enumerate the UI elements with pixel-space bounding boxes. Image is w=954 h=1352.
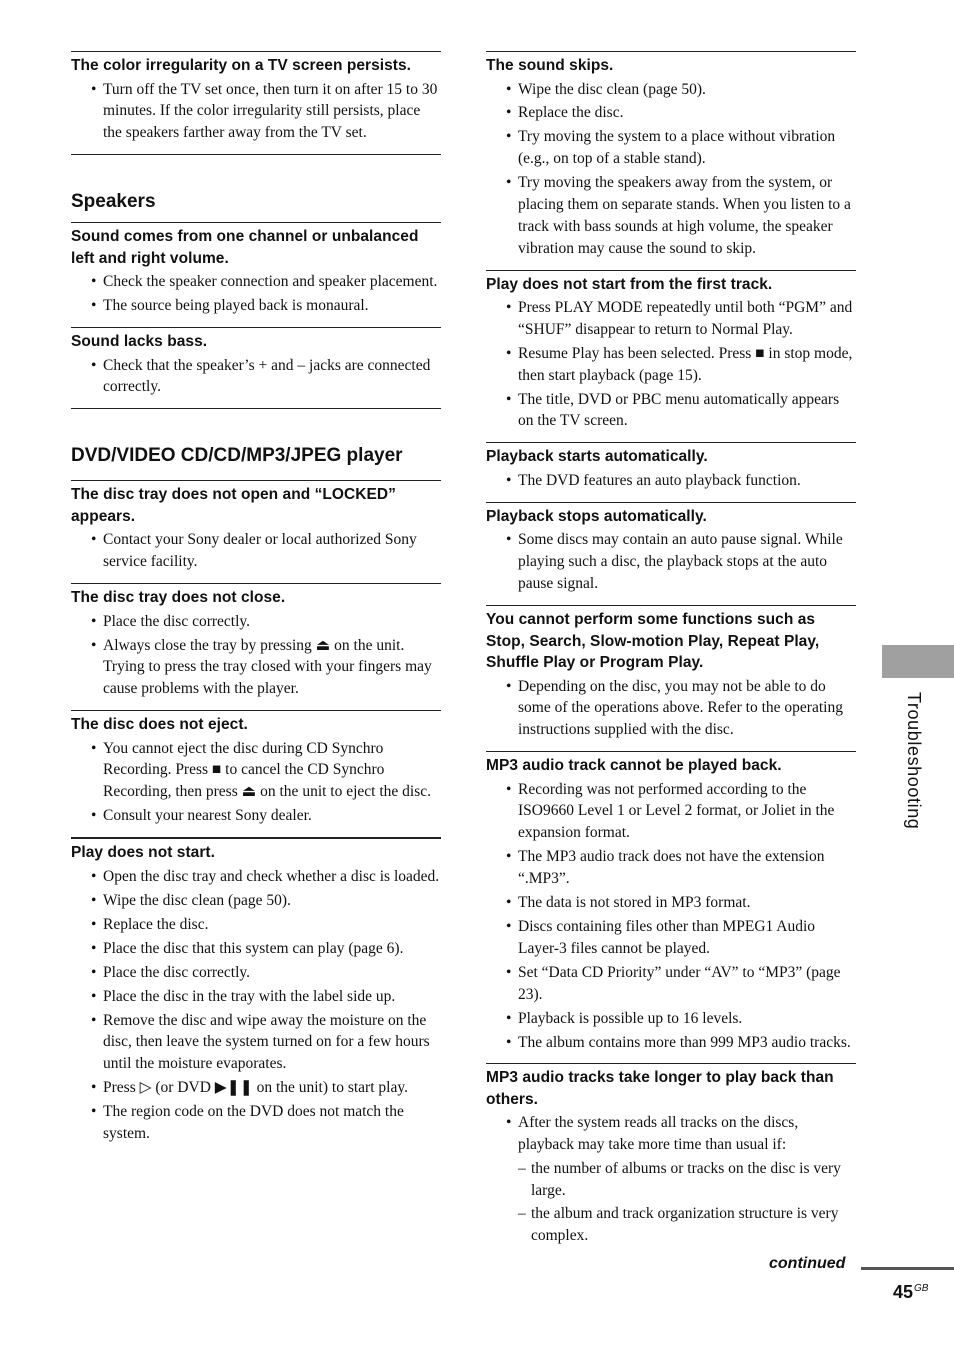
continued-label: continued bbox=[769, 1255, 846, 1272]
speakers-heading: Speakers bbox=[71, 191, 156, 213]
list-item: • Remove the disc and wipe away the moisture on the disc, then leave the system turned on for a few hours until the moisture evaporates. bbox=[71, 1010, 441, 1075]
section-title: Sound lacks bass. bbox=[71, 333, 208, 351]
list-item: • Wipe the disc clean (page 50). bbox=[71, 890, 441, 912]
list-item: • Replace the disc. bbox=[486, 102, 856, 124]
continued-rule bbox=[861, 1267, 954, 1270]
section-title: MP3 audio tracks take longer to play back than others. bbox=[486, 1069, 834, 1108]
list-item: • Place the disc that this system can play (page 6). bbox=[71, 938, 441, 960]
section-title: The disc tray does not open and “LOCKED” appears. bbox=[71, 486, 396, 525]
auto-start-section bbox=[486, 442, 856, 501]
list-item: • Press PLAY MODE repeatedly until both “PGM” and “SHUF” disappear to return to Normal Play. bbox=[486, 297, 856, 341]
list-item: • The DVD features an auto playback function. bbox=[486, 470, 856, 492]
list-item: • Replace the disc. bbox=[71, 914, 441, 936]
list-item: • Depending on the disc, you may not be able to do some of the operations above. Refer to the operating instructions supplied with the disc. bbox=[486, 676, 856, 741]
list-item: • After the system reads all tracks on the discs, playback may take more time than usual if: bbox=[486, 1112, 856, 1156]
first-track-section bbox=[486, 270, 856, 443]
list-item: • The album contains more than 999 MP3 audio tracks. bbox=[486, 1032, 856, 1054]
list-item: • Playback is possible up to 16 levels. bbox=[486, 1008, 856, 1030]
list-item: • Discs containing files other than MPEG1 Audio Layer-3 files cannot be played. bbox=[486, 916, 856, 960]
section-title: The color irregularity on a TV screen persists. bbox=[71, 57, 412, 74]
list-item: • The title, DVD or PBC menu automatically appears on the TV screen. bbox=[486, 389, 856, 433]
section-title: Playback starts automatically. bbox=[486, 448, 708, 466]
player-section-1 bbox=[71, 480, 441, 583]
player-section-4 bbox=[71, 837, 441, 1155]
section-title: Play does not start. bbox=[71, 844, 215, 862]
list-item: • Place the disc correctly. bbox=[71, 962, 441, 984]
list-item: • You cannot eject the disc during CD Synchro Recording. Press ■ to cancel the CD Synchro Recording, then press ⏏ on the unit to eject the disc. bbox=[71, 738, 441, 803]
list-item: • Open the disc tray and check whether a disc is loaded. bbox=[71, 866, 441, 888]
divider bbox=[71, 408, 441, 409]
list-item: • The source being played back is monaural. bbox=[71, 295, 441, 317]
mp3-cannot-play-section bbox=[486, 751, 856, 1063]
page-suffix: GB bbox=[914, 1283, 929, 1294]
section-title: The disc tray does not close. bbox=[71, 589, 286, 607]
sub-list-item: – the album and track organization structure is very complex. bbox=[486, 1203, 856, 1247]
list-item: • The data is not stored in MP3 format. bbox=[486, 892, 856, 914]
page-number bbox=[893, 1282, 928, 1303]
auto-stop-section bbox=[486, 502, 856, 605]
list-item: • Press ▷ (or DVD ▶❚❚ on the unit) to start play. bbox=[71, 1077, 441, 1099]
list-item: • Place the disc correctly. bbox=[71, 611, 441, 633]
list-item: • Recording was not performed according to the ISO9660 Level 1 or Level 2 format, or Joliet in the expansion format. bbox=[486, 779, 856, 844]
section-title: The disc does not eject. bbox=[71, 716, 248, 734]
list-item: • Place the disc in the tray with the label side up. bbox=[71, 986, 441, 1008]
list-item: • Check that the speaker’s + and – jacks are connected correctly. bbox=[71, 355, 441, 399]
list-item: • Try moving the speakers away from the system, or placing them on separate stands. When you listen to a track with bass sounds at high volume, the speaker vibration may cause the sound to skip. bbox=[486, 172, 856, 259]
right-column bbox=[486, 51, 856, 1256]
list-item: • Consult your nearest Sony dealer. bbox=[71, 805, 441, 827]
list-item: • Try moving the system to a place without vibration (e.g., on top of a stable stand). bbox=[486, 126, 856, 170]
section-title: You cannot perform some functions such as Stop, Search, Slow-motion Play, Repeat Play, Shuffle Play or Program Play. bbox=[486, 611, 820, 672]
mp3-slow-section bbox=[486, 1063, 856, 1256]
section-title: MP3 audio track cannot be played back. bbox=[486, 757, 782, 775]
speakers-section-1 bbox=[71, 222, 441, 327]
section-title: Play does not start from the first track. bbox=[486, 275, 773, 293]
list-item: • Contact your Sony dealer or local authorized Sony service facility. bbox=[71, 529, 441, 573]
page-number-value: 45 bbox=[893, 1282, 914, 1302]
divider bbox=[71, 154, 441, 155]
section-title: Playback stops automatically. bbox=[486, 507, 707, 525]
functions-section bbox=[486, 605, 856, 751]
list-item: • Turn off the TV set once, then turn it on after 15 to 30 minutes. If the color irregularity still persists, place the speakers farther away from the TV set. bbox=[71, 79, 441, 144]
troubleshooting-side-label: Troubleshooting bbox=[904, 692, 924, 830]
list-item: • Wipe the disc clean (page 50). bbox=[486, 79, 856, 101]
color-irregularity-section bbox=[71, 51, 441, 154]
player-section-2 bbox=[71, 583, 441, 710]
list-item: • The MP3 audio track does not have the extension “.MP3”. bbox=[486, 846, 856, 890]
sub-list-item: – the number of albums or tracks on the disc is very large. bbox=[486, 1158, 856, 1202]
player-heading: DVD/VIDEO CD/CD/MP3/JPEG player bbox=[71, 445, 403, 467]
list-item: • Set “Data CD Priority” under “AV” to “MP3” (page 23). bbox=[486, 962, 856, 1006]
list-item: • Check the speaker connection and speaker placement. bbox=[71, 271, 441, 293]
section-tab bbox=[882, 645, 954, 678]
player-section-3 bbox=[71, 710, 441, 837]
section-title: Sound comes from one channel or unbalanced left and right volume. bbox=[71, 228, 419, 267]
list-item: • The region code on the DVD does not match the system. bbox=[71, 1101, 441, 1145]
list-item: • Resume Play has been selected. Press ■ in stop mode, then start playback (page 15). bbox=[486, 343, 856, 387]
speakers-section-2 bbox=[71, 327, 441, 408]
section-title: The sound skips. bbox=[486, 57, 614, 74]
list-item: • Always close the tray by pressing ⏏ on the unit. Trying to press the tray closed with your fingers may cause problems with the player. bbox=[71, 635, 441, 700]
list-item: • Some discs may contain an auto pause signal. While playing such a disc, the playback stops at the auto pause signal. bbox=[486, 529, 856, 594]
sound-skips-section bbox=[486, 51, 856, 270]
left-column bbox=[71, 51, 441, 1155]
